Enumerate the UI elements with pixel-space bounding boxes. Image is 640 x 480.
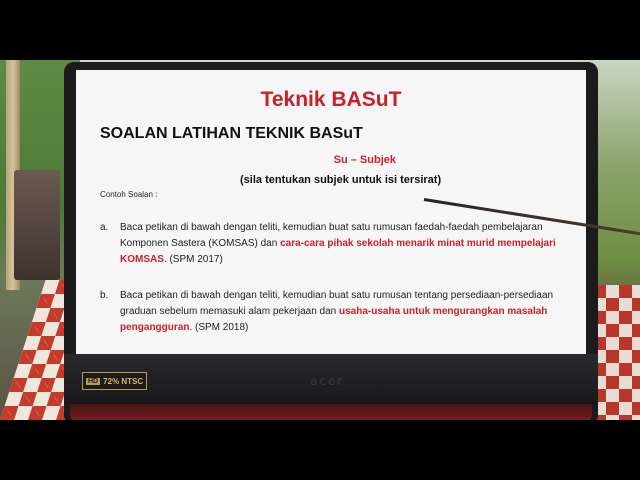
question-highlight: usaha-usaha untuk mengurangkan masalah pengangguran <box>120 306 548 333</box>
question-highlight: cara-cara pihak sekolah menarik minat murid mempelajari KOMSAS <box>120 238 556 265</box>
brand-logo: acer <box>310 374 345 388</box>
question-b <box>100 288 570 336</box>
question-text: Baca petikan di bawah dengan teliti, kemudian buat satu rumusan faedah-faedah pembelajaran Komponen Sastera (KOMSAS) dan <box>120 222 543 249</box>
display-sticker <box>82 372 147 390</box>
photo-scene <box>0 60 640 420</box>
laptop-base <box>70 404 592 420</box>
slide-title: Teknik BASuT <box>260 88 402 111</box>
question-year: . (SPM 2018) <box>189 322 249 333</box>
ntsc-label: 72% NTSC <box>103 376 144 386</box>
slide-subheading: Su – Subjek <box>333 154 396 166</box>
example-label: Contoh Soalan : <box>100 190 158 199</box>
hd-badge: HD <box>88 377 99 385</box>
question-a <box>100 220 570 268</box>
question-year: . (SPM 2017) <box>163 254 223 265</box>
question-label: b. <box>100 290 109 301</box>
chair <box>14 170 60 280</box>
question-body <box>120 220 570 268</box>
laptop <box>64 62 598 420</box>
question-text: Baca petikan di bawah dengan teliti, kemudian buat satu rumusan tentang persediaan-persediaan graduan sebelum memasuki alam pekerjaan dan <box>120 290 554 317</box>
question-body <box>120 288 570 336</box>
slide-note: (sila tentukan subjek untuk isi tersirat) <box>240 174 442 186</box>
slide-heading: SOALAN LATIHAN TEKNIK BASuT <box>100 125 363 142</box>
question-label: a. <box>100 222 109 233</box>
